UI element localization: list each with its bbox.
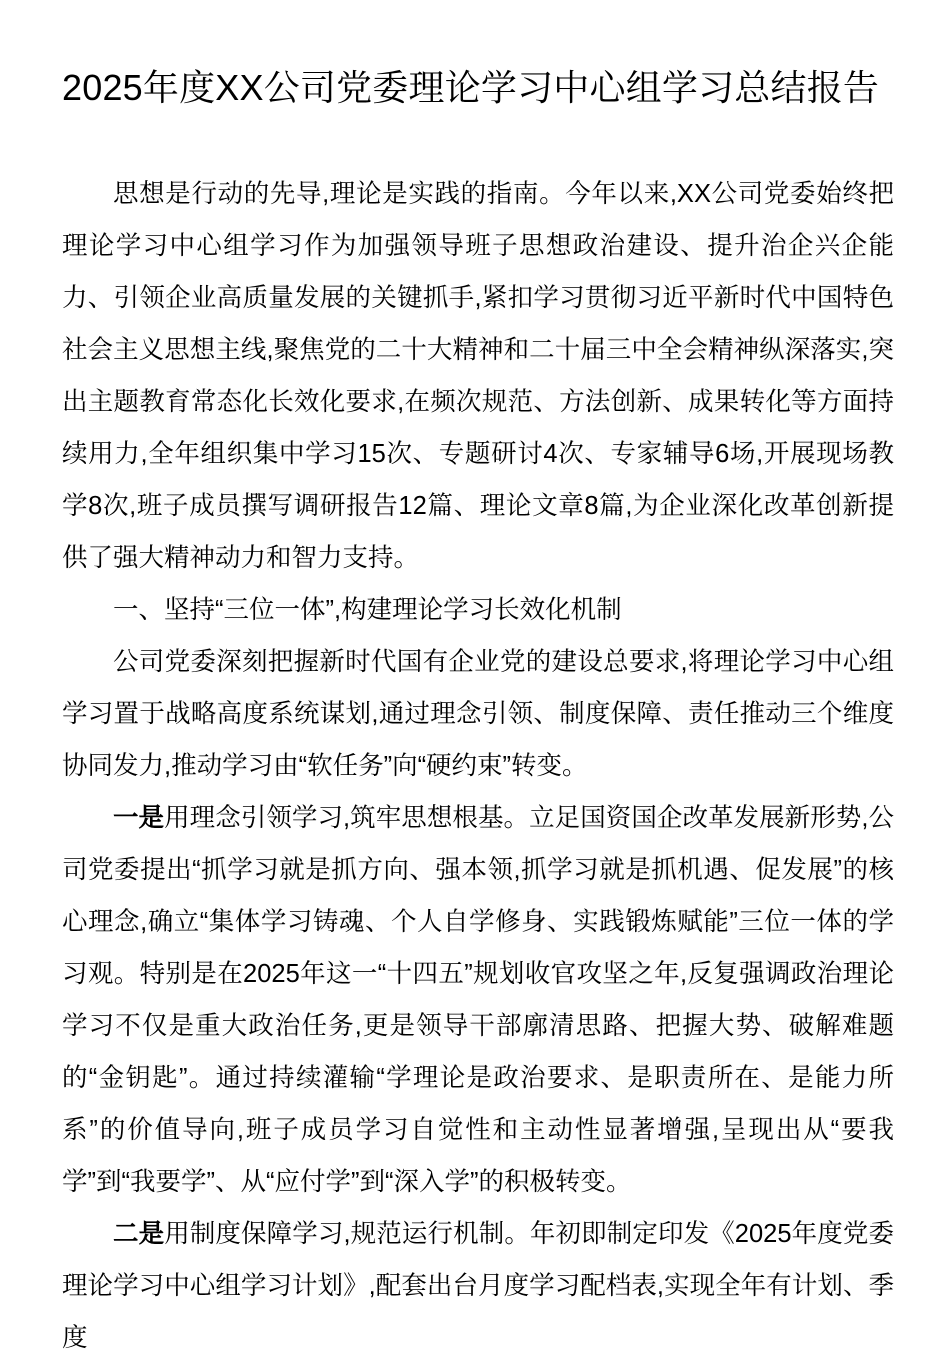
point-one-paragraph: [62, 792, 894, 1208]
intro-paragraph: 思想是行动的先导,理论是实践的指南。今年以来,XX公司党委始终把理论学习中心组学习作为加强领导班子思想政治建设、提升治企兴企能力、引领企业高质量发展的关键抓手,紧扣学习贯彻习近平新时代中国特色社会主义思想主线,聚焦党的二十大精神和二十届三中全会精神纵深落实,突出主题教育常态化长效化要求,在频次规范、方法创新、成果转化等方面持续用力,全年组织集中学习15次、专题研讨4次、专家辅导6场,开展现场教学8次,班子成员撰写调研报告12篇、理论文章8篇,为企业深化改革创新提供了强大精神动力和智力支持。: [62, 180, 894, 572]
point-two-lead: 二是: [113, 1220, 165, 1248]
point-one-lead: 一是: [113, 804, 165, 832]
document-body: [62, 0, 894, 1364]
title-spacer: [62, 114, 894, 168]
point-one-text: 用理念引领学习,筑牢思想根基。立足国资国企改革发展新形势,公司党委提出“抓学习就是抓方向、强本领,抓学习就是抓机遇、促发展”的核心理念,确立“集体学习铸魂、个人自学修身、实践锻炼赋能”三位一体的学习观。特别是在2025年这一“十四五”规划收官攻坚之年,反复强调政治理论学习不仅是重大政治任务,更是领导干部廓清思路、把握大势、破解难题的“金钥匙”。通过持续灌输“学理论是政治要求、是职责所在、是能力所系”的价值导向,班子成员学习自觉性和主动性显著增强,呈现出从“要我学”到“我要学”、从“应付学”到“深入学”的积极转变。: [62, 804, 894, 1196]
page-title: 2025年度XX公司党委理论学习中心组学习总结报告: [62, 67, 880, 108]
point-two-paragraph: [62, 1208, 894, 1364]
section-heading-1: 一、坚持“三位一体”,构建理论学习长效化机制: [113, 596, 622, 624]
point-two-text: 用制度保障学习,规范运行机制。年初即制定印发《2025年度党委理论学习中心组学习计划》,配套出台月度学习配档表,实现全年有计划、季度: [62, 1220, 894, 1352]
section-1-intro-paragraph: 公司党委深刻把握新时代国有企业党的建设总要求,将理论学习中心组学习置于战略高度系统谋划,通过理念引领、制度保障、责任推动三个维度协同发力,推动学习由“软任务”向“硬约束”转变。: [62, 648, 894, 780]
